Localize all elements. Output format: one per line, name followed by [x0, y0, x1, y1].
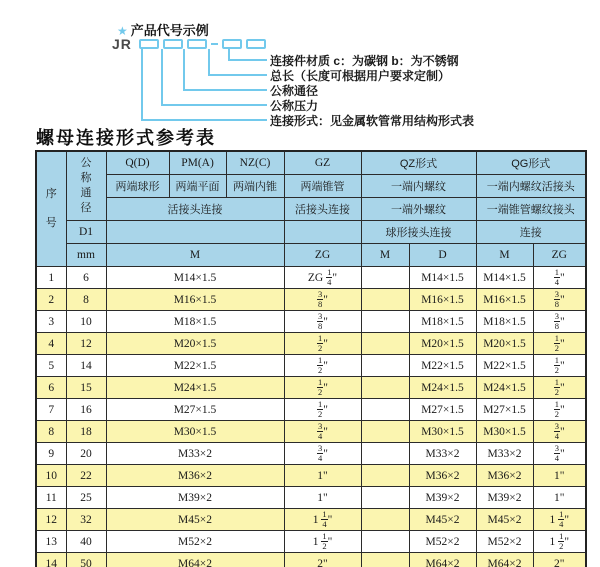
cell-qz-d: M24×1.5	[409, 377, 476, 399]
table-row	[36, 355, 586, 377]
col-header-nominal-diameter-label: 公称通径	[80, 157, 92, 214]
subheader-union-connection: 活接头连接	[106, 198, 284, 221]
cell-nominal-diameter: 32	[66, 509, 106, 531]
cell-gz-zg: ZG $\frac{1}{4}$ "	[284, 267, 361, 289]
cell-m-thread: M22×1.5	[106, 355, 284, 377]
cell-qg-m: M14×1.5	[476, 267, 533, 289]
cell-nominal-diameter: 14	[66, 355, 106, 377]
cell-serial: 2	[36, 289, 66, 311]
cell-nominal-diameter: 6	[66, 267, 106, 289]
cell-qz-d: M18×1.5	[409, 311, 476, 333]
cell-qz-d: M52×2	[409, 531, 476, 553]
diagram-title-text: 产品代号示例	[130, 23, 209, 38]
cell-nominal-diameter: 8	[66, 289, 106, 311]
cell-qg-zg: $\frac{1}{2}$ "	[533, 377, 586, 399]
unit-header-mm: mm	[66, 244, 106, 267]
subheader-pma-ends: 两端平面	[169, 175, 226, 198]
cell-qg-m: M64×2	[476, 553, 533, 567]
cell-qz-m	[361, 355, 409, 377]
cell-qg-m: M24×1.5	[476, 377, 533, 399]
col-header-pma: PM(A)	[169, 151, 226, 175]
table-row	[36, 531, 586, 553]
cell-qg-m: M52×2	[476, 531, 533, 553]
cell-gz-zg: 1 $\frac{1}{2}$ "	[284, 531, 361, 553]
cell-m-thread: M39×2	[106, 487, 284, 509]
cell-serial: 3	[36, 311, 66, 333]
col-header-serial	[36, 151, 66, 267]
subheader-d1: D1	[66, 221, 106, 244]
code-box	[246, 39, 266, 49]
cell-qz-m	[361, 443, 409, 465]
cell-qg-m: M18×1.5	[476, 311, 533, 333]
code-box	[222, 39, 242, 49]
table-title: 螺母连接形式参考表	[36, 128, 216, 149]
diagram-label-total-length: 总长（长度可根据用户要求定制）	[270, 69, 451, 83]
table-row	[36, 311, 586, 333]
cell-nominal-diameter: 12	[66, 333, 106, 355]
cell-qz-m	[361, 399, 409, 421]
cell-m-thread: M45×2	[106, 509, 284, 531]
col-header-gz: GZ	[284, 151, 361, 175]
subheader-qg-ends: 一端内螺纹活接头	[476, 175, 586, 198]
cell-gz-zg: $\frac{1}{2}$ "	[284, 377, 361, 399]
cell-serial: 7	[36, 399, 66, 421]
col-header-qg-form: QG形式	[476, 151, 586, 175]
cell-serial: 14	[36, 553, 66, 567]
col-header-nzc: NZ(C)	[226, 151, 284, 175]
cell-gz-zg: 1 $\frac{1}{4}$ "	[284, 509, 361, 531]
cell-nominal-diameter: 10	[66, 311, 106, 333]
cell-qz-m	[361, 531, 409, 553]
cell-qz-d: M36×2	[409, 465, 476, 487]
table-row	[36, 553, 586, 567]
subheader-qz-ball-joint-connection: 球形接头连接	[361, 221, 476, 244]
cell-gz-zg: $\frac{3}{4}$ "	[284, 443, 361, 465]
cell-qz-d: M45×2	[409, 509, 476, 531]
cell-gz-zg: $\frac{1}{2}$ "	[284, 399, 361, 421]
cell-qg-zg: 2"	[533, 553, 586, 567]
cell-qg-m: M33×2	[476, 443, 533, 465]
col-header-nominal-diameter	[66, 151, 106, 221]
cell-m-thread: M52×2	[106, 531, 284, 553]
cell-qz-m	[361, 377, 409, 399]
cell-qz-m	[361, 553, 409, 567]
nut-connection-reference-table	[35, 150, 587, 567]
subheader-blank-left	[106, 221, 284, 244]
cell-nominal-diameter: 20	[66, 443, 106, 465]
code-dash	[211, 43, 218, 45]
cell-qz-m	[361, 487, 409, 509]
cell-qz-m	[361, 421, 409, 443]
cell-serial: 1	[36, 267, 66, 289]
subheader-gz-union-connection: 活接头连接	[284, 198, 361, 221]
cell-nominal-diameter: 25	[66, 487, 106, 509]
cell-m-thread: M36×2	[106, 465, 284, 487]
cell-gz-zg: $\frac{3}{8}$ "	[284, 289, 361, 311]
cell-serial: 6	[36, 377, 66, 399]
table-body	[36, 267, 586, 567]
cell-qz-m	[361, 267, 409, 289]
unit-header-qz-m: M	[361, 244, 409, 267]
col-header-qd: Q(D)	[106, 151, 169, 175]
table-row	[36, 289, 586, 311]
cell-m-thread: M20×1.5	[106, 333, 284, 355]
cell-gz-zg: 1"	[284, 465, 361, 487]
cell-qg-zg: $\frac{1}{2}$ "	[533, 355, 586, 377]
cell-serial: 4	[36, 333, 66, 355]
cell-m-thread: M14×1.5	[106, 267, 284, 289]
cell-serial: 13	[36, 531, 66, 553]
cell-qg-zg: $\frac{3}{4}$ "	[533, 443, 586, 465]
cell-nominal-diameter: 22	[66, 465, 106, 487]
cell-qz-d: M30×1.5	[409, 421, 476, 443]
subheader-qg-taper-thread-joint: 一端锥管螺纹接头	[476, 198, 586, 221]
col-header-serial-label: 序号	[45, 188, 57, 229]
cell-m-thread: M24×1.5	[106, 377, 284, 399]
cell-qg-m: M30×1.5	[476, 421, 533, 443]
cell-qg-zg: $\frac{1}{2}$ "	[533, 333, 586, 355]
table-row	[36, 465, 586, 487]
table-header	[36, 151, 586, 267]
cell-nominal-diameter: 16	[66, 399, 106, 421]
cell-qz-m	[361, 289, 409, 311]
cell-nominal-diameter: 50	[66, 553, 106, 567]
cell-qz-m	[361, 509, 409, 531]
subheader-qz-external-thread: 一端外螺纹	[361, 198, 476, 221]
unit-header-qg-zg: ZG	[533, 244, 586, 267]
cell-qg-zg: 1 $\frac{1}{4}$ "	[533, 509, 586, 531]
cell-qz-d: M33×2	[409, 443, 476, 465]
table-row	[36, 267, 586, 289]
cell-qg-zg: $\frac{3}{8}$ "	[533, 289, 586, 311]
diagram-label-connection-form: 连接形式：见金属软管常用结构形式表	[270, 114, 475, 128]
cell-gz-zg: $\frac{1}{2}$ "	[284, 355, 361, 377]
cell-gz-zg: $\frac{1}{2}$ "	[284, 333, 361, 355]
cell-nominal-diameter: 18	[66, 421, 106, 443]
cell-m-thread: M18×1.5	[106, 311, 284, 333]
unit-header-zg: ZG	[284, 244, 361, 267]
table-row	[36, 377, 586, 399]
cell-qg-m: M45×2	[476, 509, 533, 531]
cell-nominal-diameter: 15	[66, 377, 106, 399]
cell-qg-m: M36×2	[476, 465, 533, 487]
table-row	[36, 487, 586, 509]
table-row	[36, 443, 586, 465]
cell-qz-d: M27×1.5	[409, 399, 476, 421]
cell-nominal-diameter: 40	[66, 531, 106, 553]
cell-gz-zg: 2"	[284, 553, 361, 567]
cell-m-thread: M27×1.5	[106, 399, 284, 421]
cell-qg-zg: $\frac{1}{4}$ "	[533, 267, 586, 289]
cell-qg-zg: $\frac{3}{8}$ "	[533, 311, 586, 333]
cell-gz-zg: $\frac{3}{8}$ "	[284, 311, 361, 333]
cell-qg-m: M16×1.5	[476, 289, 533, 311]
cell-qz-d: M22×1.5	[409, 355, 476, 377]
diagram-label-material: 连接件材质 c：为碳钢 b：为不锈钢	[270, 54, 459, 68]
subheader-gz-ends: 两端锥管	[284, 175, 361, 198]
cell-m-thread: M64×2	[106, 553, 284, 567]
cell-serial: 9	[36, 443, 66, 465]
cell-qz-m	[361, 333, 409, 355]
cell-serial: 8	[36, 421, 66, 443]
code-box	[187, 39, 207, 49]
table-row	[36, 421, 586, 443]
cell-serial: 5	[36, 355, 66, 377]
cell-serial: 11	[36, 487, 66, 509]
star-icon: ★	[117, 24, 128, 38]
subheader-nzc-ends: 两端内锥	[226, 175, 284, 198]
product-code-prefix: JR	[112, 36, 132, 52]
cell-qg-zg: 1 $\frac{1}{2}$ "	[533, 531, 586, 553]
cell-qz-m	[361, 311, 409, 333]
diagram-label-nominal-pressure: 公称压力	[270, 99, 319, 113]
cell-serial: 12	[36, 509, 66, 531]
cell-serial: 10	[36, 465, 66, 487]
cell-m-thread: M16×1.5	[106, 289, 284, 311]
diagram-label-nominal-diameter: 公称通径	[270, 84, 319, 98]
cell-m-thread: M30×1.5	[106, 421, 284, 443]
subheader-blank-gz	[284, 221, 361, 244]
col-header-qz-form: QZ形式	[361, 151, 476, 175]
cell-qz-m	[361, 465, 409, 487]
cell-qz-d: M14×1.5	[409, 267, 476, 289]
unit-header-qz-d: D	[409, 244, 476, 267]
cell-qg-zg: $\frac{3}{4}$ "	[533, 421, 586, 443]
table-row	[36, 399, 586, 421]
cell-qg-zg: $\frac{1}{2}$ "	[533, 399, 586, 421]
unit-header-m: M	[106, 244, 284, 267]
cell-qg-zg: 1"	[533, 487, 586, 509]
cell-qz-d: M64×2	[409, 553, 476, 567]
cell-qg-m: M27×1.5	[476, 399, 533, 421]
cell-qg-m: M22×1.5	[476, 355, 533, 377]
table-row	[36, 333, 586, 355]
table-row	[36, 509, 586, 531]
subheader-qz-ends: 一端内螺纹	[361, 175, 476, 198]
cell-qz-d: M20×1.5	[409, 333, 476, 355]
cell-qg-zg: 1"	[533, 465, 586, 487]
cell-qg-m: M20×1.5	[476, 333, 533, 355]
cell-qz-d: M16×1.5	[409, 289, 476, 311]
code-box	[163, 39, 183, 49]
connector-line-material	[228, 49, 267, 61]
subheader-qd-ends: 两端球形	[106, 175, 169, 198]
subheader-qg-connection: 连接	[476, 221, 586, 244]
cell-qg-m: M39×2	[476, 487, 533, 509]
unit-header-qg-m: M	[476, 244, 533, 267]
cell-m-thread: M33×2	[106, 443, 284, 465]
cell-gz-zg: 1"	[284, 487, 361, 509]
cell-qz-d: M39×2	[409, 487, 476, 509]
code-box	[139, 39, 159, 49]
cell-gz-zg: $\frac{3}{4}$ "	[284, 421, 361, 443]
